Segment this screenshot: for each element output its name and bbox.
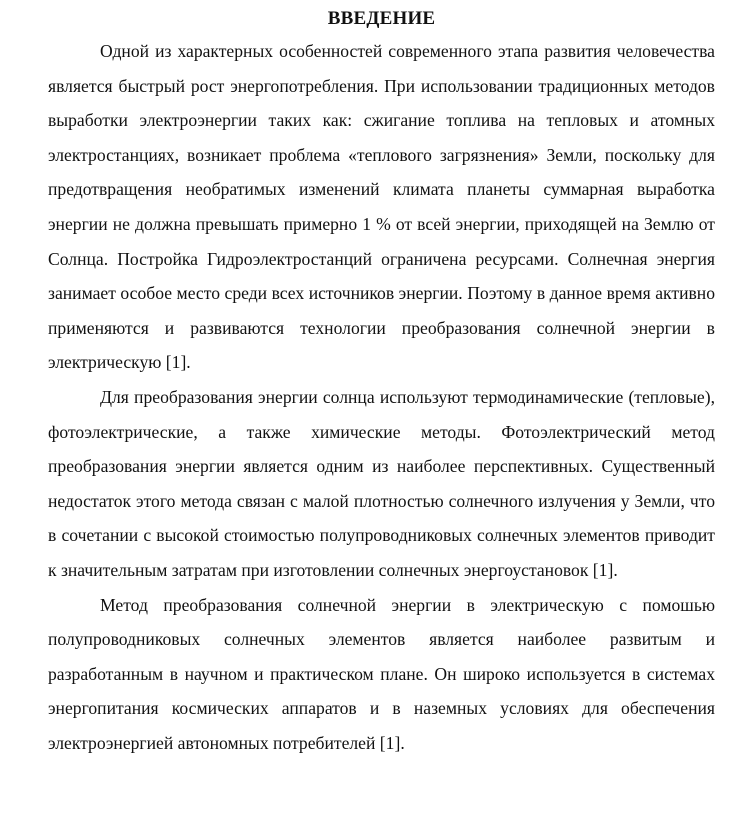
- section-title: ВВЕДЕНИЕ: [327, 8, 436, 29]
- paragraph-2: Для преобразования энергии солнца используют термодинамические (тепловые), фотоэлектрические, а также химические методы. Фотоэлектрический метод преобразования энергии является одним из наиболее перспективных. Существенный недостаток этого метода связан с малой плотностью солнечного излучения у Земли, что в сочетании с высокой стоимостью полупроводниковых солнечных элементов приводит к значительным затратам при изготовлении солнечных энергоустановок [1].: [48, 386, 715, 580]
- paragraph-3: Метод преобразования солнечной энергии в электрическую с помошью полупроводниковых солнечных элементов является наиболее развитым и разработанным в научном и практическом плане. Он широко используется в системах энергопитания космических аппаратов и в наземных условиях для обеспечения электроэнергией автономных потребителей [1].: [48, 594, 715, 753]
- paragraph-1: Одной из характерных особенностей современного этапа развития человечества является быстрый рост энергопотребления. При использовании традиционных методов выработки электроэнергии таких как: сжигание топлива на тепловых и атомных электростанциях, возникает проблема «теплового загрязнения» Земли, поскольку для предотвращения необратимых изменений климата планеты суммарная выработка энергии не должна превышать примерно 1 % от всей энергии, приходящей на Землю от Солнца. Постройка Гидроэлектростанций ограничена ресурсами. Солнечная энергия занимает особое место среди всех источников энергии. Поэтому в данное время активно применяются и развиваются технологии преобразования солнечной энергии в электрическую [1].: [48, 41, 715, 373]
